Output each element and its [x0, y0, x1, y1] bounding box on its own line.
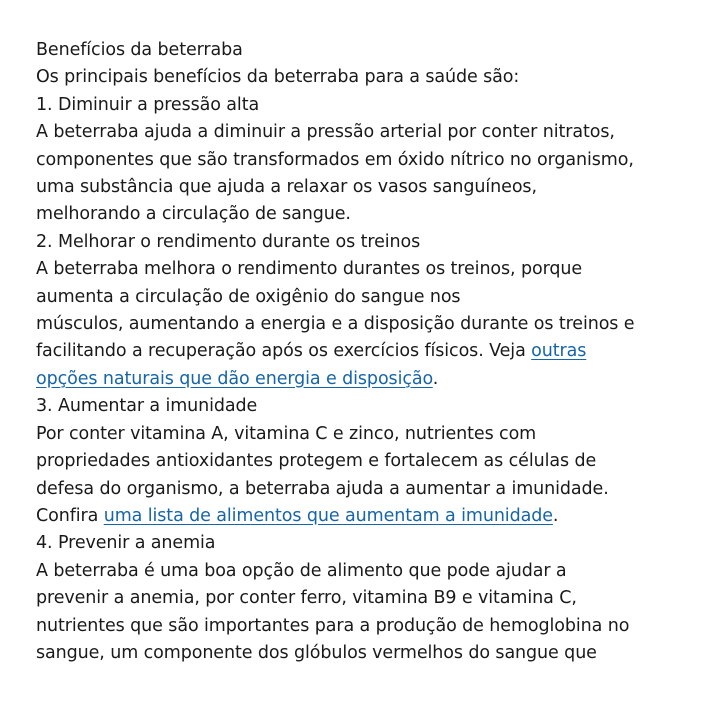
paragraph-line: uma substância que ajuda a relaxar os vasos sanguíneos,: [36, 177, 537, 198]
section-heading-pressure: 1. Diminuir a pressão alta: [36, 94, 260, 115]
section-heading-immunity: 3. Aumentar a imunidade: [36, 396, 258, 417]
energy-options-link-continued[interactable]: opções naturais que dão energia e disposição: [36, 368, 433, 389]
energy-options-link[interactable]: outras: [531, 341, 587, 362]
paragraph-line: A beterraba ajuda a diminuir a pressão arterial por conter nitratos,: [36, 122, 615, 143]
paragraph-line: aumenta a circulação de oxigênio do sangue nos: [36, 286, 461, 307]
section-heading-training: 2. Melhorar o rendimento durante os treinos: [36, 231, 421, 252]
paragraph-line-with-link: [36, 366, 706, 393]
paragraph-line: melhorando a circulação de sangue.: [36, 204, 351, 225]
paragraph-text: .: [432, 368, 439, 389]
section-heading-anemia: 4. Prevenir a anemia: [36, 533, 216, 554]
paragraph-line: prevenir a anemia, por conter ferro, vitamina B9 e vitamina C,: [36, 588, 577, 609]
paragraph-line: componentes que são transformados em óxido nítrico no organismo,: [36, 149, 634, 170]
article-intro: Os principais benefícios da beterraba para a saúde são:: [36, 67, 520, 88]
paragraph-line-with-link: [36, 338, 706, 365]
paragraph-text: Confira: [36, 505, 104, 526]
paragraph-line: propriedades antioxidantes protegem e fortalecem as células de: [36, 451, 597, 472]
paragraph-line-with-link: [36, 503, 706, 530]
immunity-foods-link[interactable]: uma lista de alimentos que aumentam a imunidade: [103, 505, 553, 526]
paragraph-text: .: [552, 505, 559, 526]
paragraph-line: sangue, um componente dos glóbulos vermelhos do sangue que: [36, 642, 597, 663]
paragraph-line: nutrientes que são importantes para a produção de hemoglobina no: [36, 615, 630, 636]
paragraph-line: músculos, aumentando a energia e a disposição durante os treinos e: [36, 314, 635, 335]
paragraph-line: A beterraba melhora o rendimento durantes os treinos, porque: [36, 259, 583, 280]
paragraph-text: facilitando a recuperação após os exercícios físicos. Veja: [36, 341, 532, 362]
article-title: Benefícios da beterraba: [36, 40, 243, 60]
article: [36, 37, 706, 667]
paragraph-line: Por conter vitamina A, vitamina C e zinco, nutrientes com: [36, 423, 537, 444]
paragraph-line: A beterraba é uma boa opção de alimento que pode ajudar a: [36, 560, 567, 581]
paragraph-line: defesa do organismo, a beterraba ajuda a aumentar a imunidade.: [36, 478, 609, 499]
